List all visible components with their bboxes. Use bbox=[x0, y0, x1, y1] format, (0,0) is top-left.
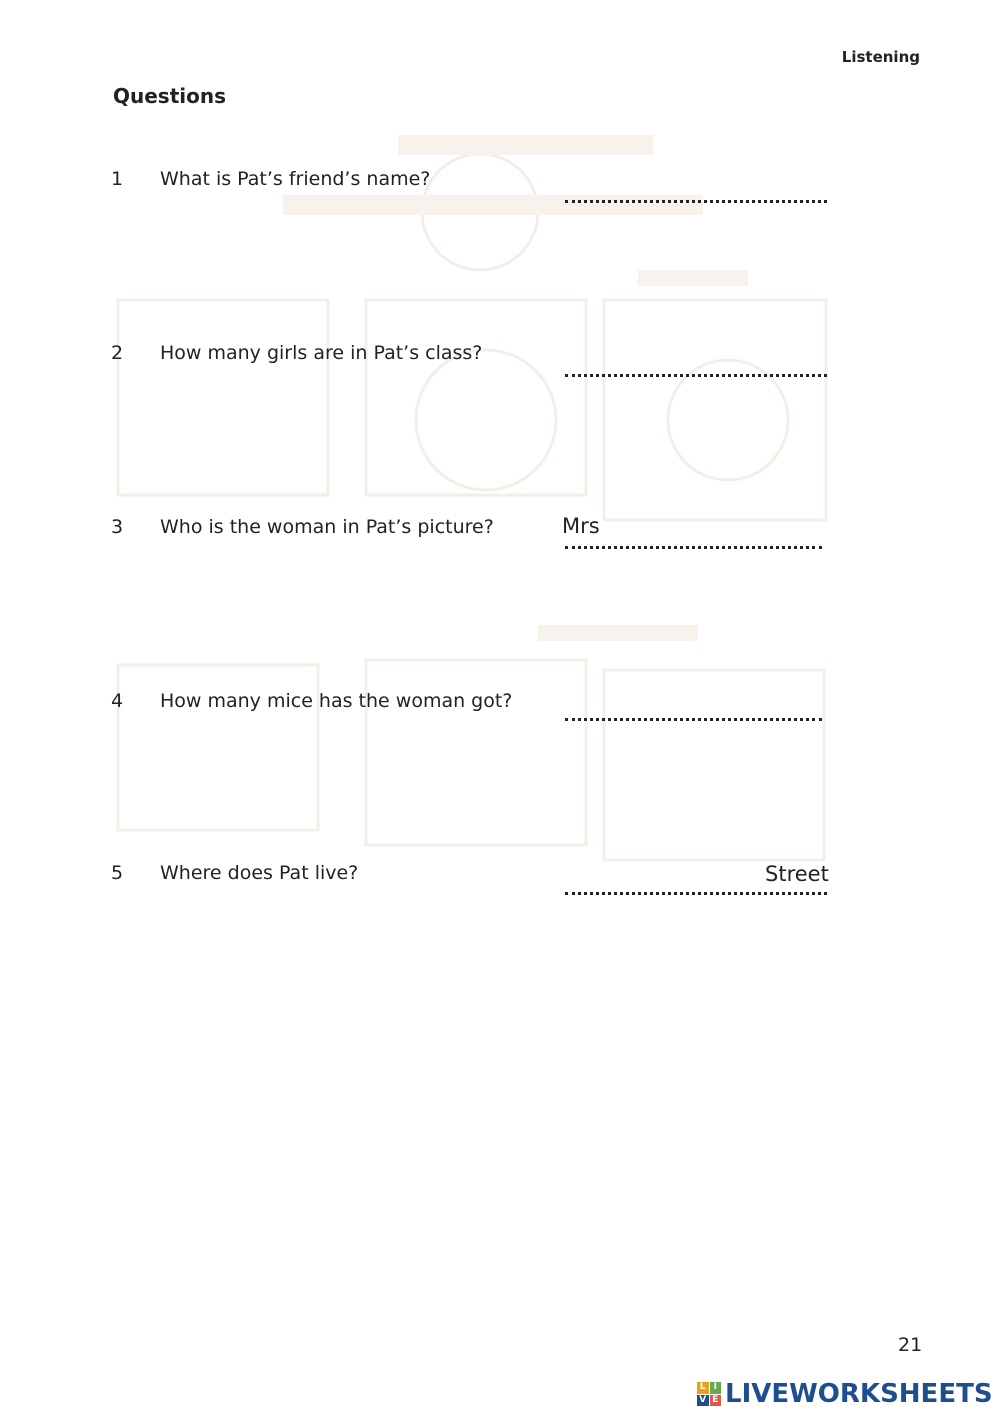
question-4 bbox=[0, 690, 1000, 750]
brand-name: LIVEWORKSHEETS bbox=[725, 1379, 993, 1409]
question-text: How many girls are in Pat’s class? bbox=[160, 342, 483, 364]
answer-field[interactable] bbox=[565, 360, 827, 377]
answer-suffix: Street bbox=[765, 862, 829, 886]
question-text: What is Pat’s friend’s name? bbox=[160, 168, 431, 190]
brand-mark-letter: E bbox=[710, 1395, 722, 1407]
liveworksheets-logo[interactable] bbox=[697, 1378, 993, 1410]
question-text: How many mice has the woman got? bbox=[160, 690, 513, 712]
question-number: 1 bbox=[111, 168, 124, 190]
question-1 bbox=[0, 168, 1000, 228]
question-text: Where does Pat live? bbox=[160, 862, 359, 884]
question-5 bbox=[0, 862, 1000, 922]
brand-mark-letter: V bbox=[697, 1395, 709, 1407]
question-3 bbox=[0, 516, 1000, 576]
page-number: 21 bbox=[898, 1334, 923, 1356]
questions-heading: Questions bbox=[113, 84, 227, 108]
answer-field[interactable] bbox=[565, 532, 822, 549]
brand-mark-letter: L bbox=[697, 1382, 709, 1394]
answer-field[interactable] bbox=[565, 186, 827, 203]
brand-mark-letter: I bbox=[710, 1382, 722, 1394]
brand-mark-icon bbox=[697, 1382, 721, 1406]
question-number: 5 bbox=[111, 862, 124, 884]
answer-prefix: Mrs bbox=[562, 514, 600, 538]
question-2 bbox=[0, 342, 1000, 402]
question-number: 3 bbox=[111, 516, 124, 538]
answer-field[interactable] bbox=[565, 878, 827, 895]
question-number: 4 bbox=[111, 690, 124, 712]
question-text: Who is the woman in Pat’s picture? bbox=[160, 516, 494, 538]
section-label: Listening bbox=[841, 48, 920, 66]
answer-field[interactable] bbox=[565, 704, 822, 721]
question-number: 2 bbox=[111, 342, 124, 364]
